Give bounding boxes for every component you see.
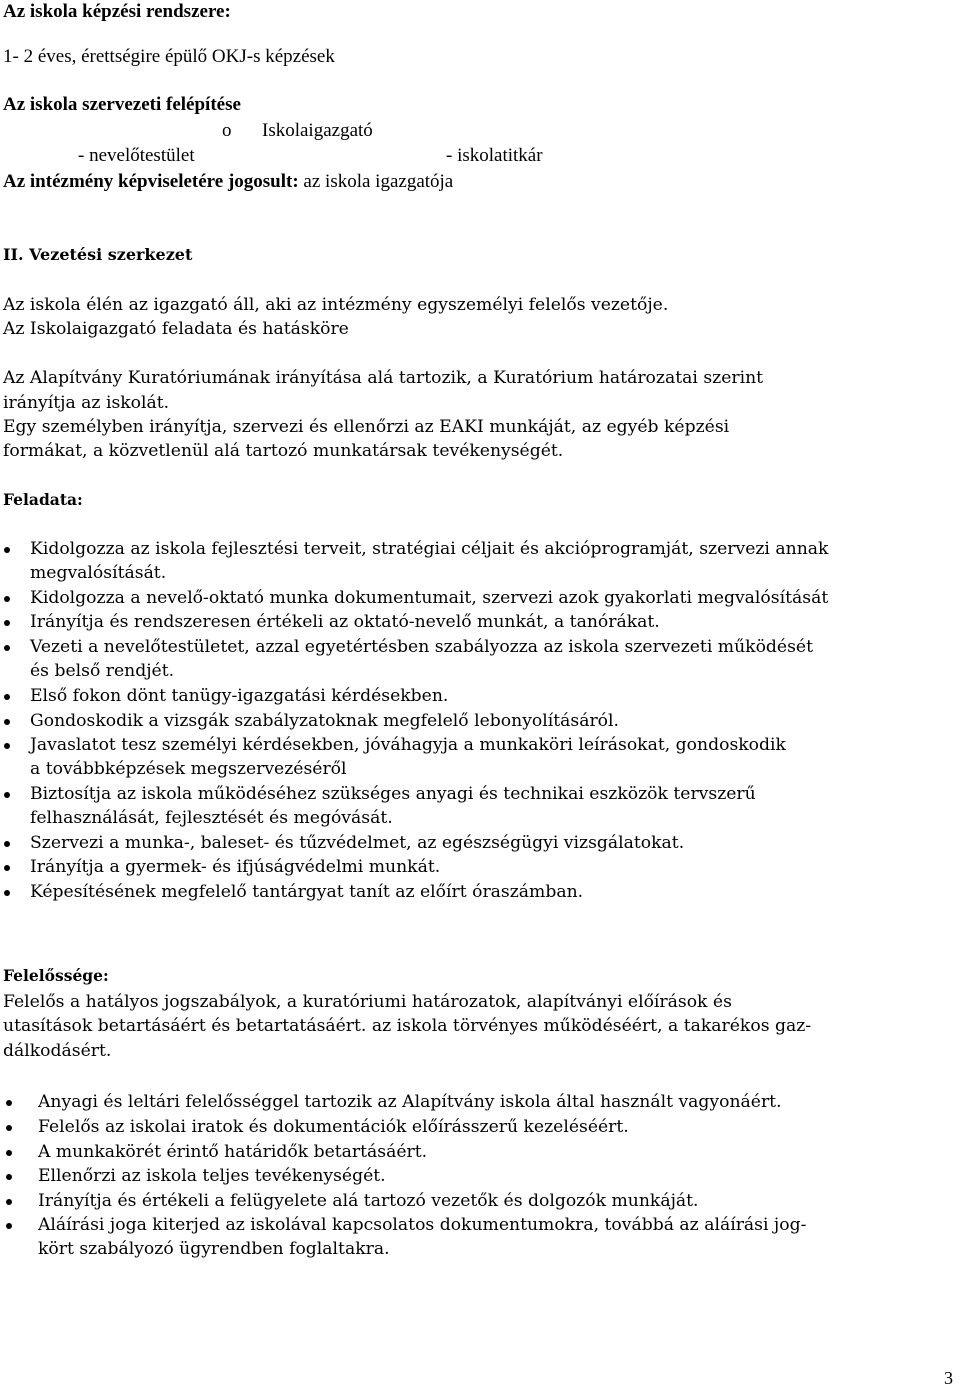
bullet-icon: [6, 1174, 12, 1180]
responsibility-heading: Felelőssége:: [3, 966, 109, 985]
list-item: Képesítésének megfelelő tantárgyat tanít az előírt óraszámban.: [30, 882, 584, 902]
list-item: Kidolgozza a nevelő-oktató munka dokumentumait, szervezi azok gyakorlati megvalósítását: [30, 588, 829, 608]
list-item: Szervezi a munka-, baleset- és tűzvédelmet, az egészségügyi vizsgálatokat.: [30, 833, 685, 853]
bullet-icon: [6, 1125, 12, 1131]
school-system-title: Az iskola képzési rendszere:: [3, 1, 231, 22]
list-item-cont: és belső rendjét.: [30, 661, 175, 681]
bullet-icon: [4, 620, 10, 626]
list-item: Aláírási joga kiterjed az iskolával kapcsolatos dokumentumokra, továbbá az aláírási jog-: [38, 1215, 807, 1235]
section-line: Az iskola élén az igazgató áll, aki az intézmény egyszemélyi felelős vezetője.: [3, 295, 669, 315]
tasks-heading: Feladata:: [3, 490, 83, 509]
bullet-icon: [4, 645, 10, 651]
bullet-icon: [4, 743, 10, 749]
bullet-icon: [6, 1223, 12, 1229]
list-item: Irányítja és rendszeresen értékeli az oktató-nevelő munkát, a tanórákat.: [30, 612, 660, 632]
list-item: A munkakörét érintő határidők betartásáért.: [38, 1142, 428, 1162]
bullet-icon: [4, 841, 10, 847]
structure-right: - iskolatitkár: [446, 145, 543, 166]
paragraph-line: Egy személyben irányítja, szervezi és ellenőrzi az EAKI munkáját, az egyéb képzési: [3, 417, 730, 437]
list-item-cont: felhasználását, fejlesztését és megóvását.: [30, 808, 393, 828]
paragraph-line: dálkodásért.: [3, 1041, 112, 1061]
paragraph-line: utasítások betartásáért és betartatásáért. az iskola törvényes működéséért, a takarékos gaz-: [3, 1016, 812, 1036]
school-system-value: 1- 2 éves, érettségire épülő OKJ-s képzések: [3, 46, 335, 67]
page-number: 3: [944, 1368, 953, 1388]
bullet-icon: [4, 865, 10, 871]
list-item-cont: a továbbképzések megszervezéséről: [30, 759, 347, 779]
section-line: Az Iskolaigazgató feladata és hatásköre: [3, 319, 349, 339]
list-item: Ellenőrzi az iskola teljes tevékenységét.: [38, 1166, 386, 1186]
structure-title: Az iskola szervezeti felépítése: [3, 94, 241, 115]
paragraph-line: irányítja az iskolát.: [3, 393, 170, 413]
structure-head: Iskolaigazgató: [262, 120, 373, 141]
structure-left: - nevelőtestület: [78, 145, 195, 166]
representative-line: [3, 170, 453, 194]
bullet-icon: [4, 547, 10, 553]
paragraph-line: Felelős a hatályos jogszabályok, a kuratóriumi határozatok, alapítványi előírások és: [3, 992, 732, 1012]
bullet-icon: [4, 596, 10, 602]
bullet-icon: [4, 890, 10, 896]
list-item: Javaslatot tesz személyi kérdésekben, jóváhagyja a munkaköri leírásokat, gondoskodik: [30, 735, 786, 755]
bullet-icon: [4, 719, 10, 725]
list-item: Gondoskodik a vizsgák szabályzatoknak megfelelő lebonyolításáról.: [30, 711, 619, 731]
bullet-icon: [6, 1100, 12, 1106]
list-item: Irányítja és értékeli a felügyelete alá tartozó vezetők és dolgozók munkáját.: [38, 1191, 699, 1211]
list-item-cont: kört szabályozó ügyrendben foglaltakra.: [38, 1239, 390, 1259]
bullet-icon: [4, 792, 10, 798]
bullet-icon: [6, 1150, 12, 1156]
bullet-icon: [6, 1199, 12, 1205]
list-item: Vezeti a nevelőtestületet, azzal egyetértésben szabályozza az iskola szervezeti működését: [30, 637, 813, 657]
list-item: Anyagi és leltári felelősséggel tartozik az Alapítvány iskola által használt vagyonáért.: [38, 1092, 782, 1112]
list-item-cont: megvalósítását.: [30, 563, 167, 583]
list-item: Biztosítja az iskola működéséhez szükséges anyagi és technikai eszközök tervszerű: [30, 784, 756, 804]
structure-bullet: o: [222, 120, 232, 141]
paragraph-line: formákat, a közvetlenül alá tartozó munkatársak tevékenységét.: [3, 441, 564, 461]
representative-value: az iskola igazgatója: [298, 171, 454, 192]
bullet-icon: [4, 694, 10, 700]
list-item: Első fokon dönt tanügy-igazgatási kérdésekben.: [30, 686, 449, 706]
list-item: Felelős az iskolai iratok és dokumentációk előírásszerű kezeléséért.: [38, 1117, 629, 1137]
section-heading: II. Vezetési szerkezet: [3, 245, 193, 264]
list-item: Kidolgozza az iskola fejlesztési terveit, stratégiai céljait és akcióprogramját, szervezi annak: [30, 539, 829, 559]
paragraph-line: Az Alapítvány Kuratóriumának irányítása alá tartozik, a Kuratórium határozatai szerint: [3, 368, 764, 388]
representative-label: Az intézmény képviseletére jogosult:: [3, 171, 299, 192]
list-item: Irányítja a gyermek- és ifjúságvédelmi munkát.: [30, 857, 441, 877]
